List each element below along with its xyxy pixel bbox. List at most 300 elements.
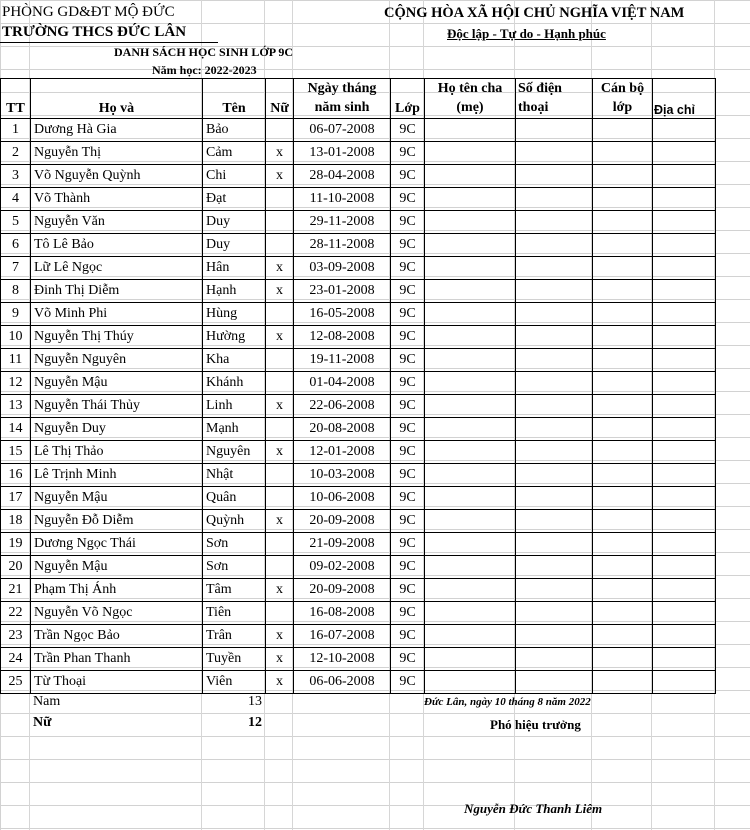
student-firstname-cell[interactable]: Cảm <box>203 142 266 165</box>
student-parent-cell[interactable] <box>425 487 516 510</box>
student-dob-cell[interactable]: 03-09-2008 <box>294 257 391 280</box>
column-header-female[interactable]: Nữ <box>266 79 294 119</box>
table-row <box>1 119 716 142</box>
student-dob-cell[interactable]: 22-06-2008 <box>294 395 391 418</box>
student-firstname-cell[interactable]: Quân <box>203 487 266 510</box>
student-class-cell[interactable]: 9C <box>391 648 425 671</box>
table-row <box>1 326 716 349</box>
student-address-cell[interactable] <box>653 671 716 694</box>
student-parent-cell[interactable] <box>425 280 516 303</box>
student-phone-cell[interactable] <box>516 188 593 211</box>
student-class-cell[interactable]: 9C <box>391 165 425 188</box>
student-phone-cell[interactable] <box>516 395 593 418</box>
student-tt-cell[interactable]: 10 <box>1 326 31 349</box>
student-lastname-cell[interactable]: Nguyễn Nguyên <box>31 349 203 372</box>
student-parent-cell[interactable] <box>425 418 516 441</box>
student-lastname-cell[interactable]: Lê Thị Thảo <box>31 441 203 464</box>
table-row <box>1 648 716 671</box>
student-phone-cell[interactable] <box>516 602 593 625</box>
student-parent-cell[interactable] <box>425 648 516 671</box>
student-class-cell[interactable]: 9C <box>391 257 425 280</box>
student-officer-cell[interactable] <box>593 510 653 533</box>
student-parent-cell[interactable] <box>425 326 516 349</box>
signature-role: Phó hiệu trưởng <box>490 717 581 732</box>
student-dob-cell[interactable]: 16-08-2008 <box>294 602 391 625</box>
student-officer-cell[interactable] <box>593 487 653 510</box>
student-class-cell[interactable]: 9C <box>391 280 425 303</box>
student-phone-cell[interactable] <box>516 418 593 441</box>
female-label: Nữ <box>33 715 52 730</box>
table-row <box>1 533 716 556</box>
student-phone-cell[interactable] <box>516 464 593 487</box>
student-address-cell[interactable] <box>653 648 716 671</box>
student-officer-cell[interactable] <box>593 119 653 142</box>
student-class-cell[interactable]: 9C <box>391 418 425 441</box>
student-firstname-cell[interactable]: Hân <box>203 257 266 280</box>
student-dob-cell[interactable]: 12-10-2008 <box>294 648 391 671</box>
student-female-cell[interactable] <box>266 234 294 257</box>
student-firstname-cell[interactable]: Sơn <box>203 533 266 556</box>
student-lastname-cell[interactable]: Dương Ngọc Thái <box>31 533 203 556</box>
student-lastname-cell[interactable]: Nguyễn Võ Ngọc <box>31 602 203 625</box>
student-dob-cell[interactable]: 13-01-2008 <box>294 142 391 165</box>
school-year: Năm học: 2022-2023 <box>152 63 257 77</box>
student-firstname-cell[interactable]: Viên <box>203 671 266 694</box>
student-lastname-cell[interactable]: Trần Ngọc Bảo <box>31 625 203 648</box>
student-lastname-cell[interactable]: Đinh Thị Diễm <box>31 280 203 303</box>
student-officer-cell[interactable] <box>593 165 653 188</box>
student-female-cell[interactable] <box>266 533 294 556</box>
table-row <box>1 142 716 165</box>
student-class-cell[interactable]: 9C <box>391 326 425 349</box>
student-officer-cell[interactable] <box>593 602 653 625</box>
student-parent-cell[interactable] <box>425 165 516 188</box>
student-firstname-cell[interactable]: Linh <box>203 395 266 418</box>
student-phone-cell[interactable] <box>516 326 593 349</box>
student-address-cell[interactable] <box>653 165 716 188</box>
student-parent-cell[interactable] <box>425 556 516 579</box>
student-dob-cell[interactable]: 10-06-2008 <box>294 487 391 510</box>
column-header-phone-line2: thoại <box>518 100 549 115</box>
table-row <box>1 510 716 533</box>
student-female-cell[interactable] <box>266 119 294 142</box>
student-address-cell[interactable] <box>653 395 716 418</box>
student-address-cell[interactable] <box>653 602 716 625</box>
republic-title: CỘNG HÒA XÃ HỘI CHỦ NGHĨA VIỆT NAM <box>384 5 685 21</box>
department-name: PHÒNG GD&ĐT MỘ ĐỨC <box>2 4 175 20</box>
table-row <box>1 303 716 326</box>
student-address-cell[interactable] <box>653 556 716 579</box>
student-class-cell[interactable]: 9C <box>391 303 425 326</box>
student-class-cell[interactable]: 9C <box>391 349 425 372</box>
male-label: Nam <box>33 694 61 709</box>
table-row <box>1 418 716 441</box>
student-female-cell[interactable]: x <box>266 142 294 165</box>
student-phone-cell[interactable] <box>516 625 593 648</box>
student-class-cell[interactable]: 9C <box>391 579 425 602</box>
student-dob-cell[interactable]: 20-09-2008 <box>294 510 391 533</box>
student-dob-cell[interactable]: 10-03-2008 <box>294 464 391 487</box>
student-female-cell[interactable]: x <box>266 625 294 648</box>
student-parent-cell[interactable] <box>425 303 516 326</box>
student-parent-cell[interactable] <box>425 579 516 602</box>
student-female-cell[interactable]: x <box>266 395 294 418</box>
student-class-cell[interactable]: 9C <box>391 602 425 625</box>
student-officer-cell[interactable] <box>593 556 653 579</box>
table-row <box>1 487 716 510</box>
student-phone-cell[interactable] <box>516 579 593 602</box>
student-firstname-cell[interactable]: Bảo <box>203 119 266 142</box>
student-phone-cell[interactable] <box>516 349 593 372</box>
student-tt-cell[interactable]: 22 <box>1 602 31 625</box>
student-officer-cell[interactable] <box>593 280 653 303</box>
student-officer-cell[interactable] <box>593 441 653 464</box>
table-row <box>1 464 716 487</box>
student-lastname-cell[interactable]: Dương Hà Gia <box>31 119 203 142</box>
student-female-cell[interactable]: x <box>266 165 294 188</box>
student-parent-cell[interactable] <box>425 625 516 648</box>
table-row <box>1 579 716 602</box>
student-tt-cell[interactable]: 7 <box>1 257 31 280</box>
student-tt-cell[interactable]: 21 <box>1 579 31 602</box>
student-dob-cell[interactable]: 11-10-2008 <box>294 188 391 211</box>
national-motto: Độc lập - Tự do - Hạnh phúc <box>447 26 606 41</box>
student-class-cell[interactable]: 9C <box>391 671 425 694</box>
student-lastname-cell[interactable]: Nguyễn Thị <box>31 142 203 165</box>
student-dob-cell[interactable]: 12-08-2008 <box>294 326 391 349</box>
student-phone-cell[interactable] <box>516 556 593 579</box>
student-tt-cell[interactable]: 5 <box>1 211 31 234</box>
student-address-cell[interactable] <box>653 326 716 349</box>
student-tt-cell[interactable]: 18 <box>1 510 31 533</box>
student-dob-cell[interactable]: 16-07-2008 <box>294 625 391 648</box>
student-parent-cell[interactable] <box>425 142 516 165</box>
student-address-cell[interactable] <box>653 349 716 372</box>
student-officer-cell[interactable] <box>593 303 653 326</box>
student-firstname-cell[interactable]: Khánh <box>203 372 266 395</box>
table-row <box>1 188 716 211</box>
student-dob-cell[interactable]: 16-05-2008 <box>294 303 391 326</box>
school-name: TRƯỜNG THCS ĐỨC LÂN <box>2 24 187 40</box>
student-female-cell[interactable] <box>266 349 294 372</box>
student-firstname-cell[interactable]: Chi <box>203 165 266 188</box>
column-header-dob[interactable] <box>294 79 391 119</box>
student-lastname-cell[interactable]: Nguyễn Thái Thủy <box>31 395 203 418</box>
student-parent-cell[interactable] <box>425 510 516 533</box>
student-lastname-cell[interactable]: Võ Nguyễn Quỳnh <box>31 165 203 188</box>
student-class-cell[interactable]: 9C <box>391 487 425 510</box>
student-tt-cell[interactable]: 3 <box>1 165 31 188</box>
student-dob-cell[interactable]: 19-11-2008 <box>294 349 391 372</box>
student-address-cell[interactable] <box>653 119 716 142</box>
student-female-cell[interactable]: x <box>266 441 294 464</box>
student-class-cell[interactable]: 9C <box>391 142 425 165</box>
student-lastname-cell[interactable]: Võ Thành <box>31 188 203 211</box>
column-header-dob-line1: Ngày tháng <box>307 81 377 96</box>
student-lastname-cell[interactable]: Lữ Lê Ngọc <box>31 257 203 280</box>
student-dob-cell[interactable]: 01-04-2008 <box>294 372 391 395</box>
student-officer-cell[interactable] <box>593 188 653 211</box>
student-lastname-cell[interactable]: Nguyễn Thị Thúy <box>31 326 203 349</box>
student-address-cell[interactable] <box>653 372 716 395</box>
student-officer-cell[interactable] <box>593 395 653 418</box>
student-tt-cell[interactable]: 25 <box>1 671 31 694</box>
student-parent-cell[interactable] <box>425 602 516 625</box>
student-tt-cell[interactable]: 14 <box>1 418 31 441</box>
student-officer-cell[interactable] <box>593 625 653 648</box>
column-header-officer-line1: Cán bộ <box>600 81 645 96</box>
student-address-cell[interactable] <box>653 487 716 510</box>
table-row <box>1 280 716 303</box>
student-officer-cell[interactable] <box>593 349 653 372</box>
student-dob-cell[interactable]: 12-01-2008 <box>294 441 391 464</box>
student-firstname-cell[interactable]: Quỳnh <box>203 510 266 533</box>
column-header-lastname[interactable]: Họ và <box>31 79 203 119</box>
student-phone-cell[interactable] <box>516 510 593 533</box>
table-row <box>1 257 716 280</box>
student-address-cell[interactable] <box>653 142 716 165</box>
student-class-cell[interactable]: 9C <box>391 510 425 533</box>
student-parent-cell[interactable] <box>425 257 516 280</box>
student-female-cell[interactable] <box>266 487 294 510</box>
student-officer-cell[interactable] <box>593 418 653 441</box>
student-female-cell[interactable] <box>266 372 294 395</box>
student-firstname-cell[interactable]: Đạt <box>203 188 266 211</box>
student-lastname-cell[interactable]: Phạm Thị Ánh <box>31 579 203 602</box>
table-header-row <box>1 79 716 119</box>
student-address-cell[interactable] <box>653 579 716 602</box>
student-firstname-cell[interactable]: Sơn <box>203 556 266 579</box>
student-class-cell[interactable]: 9C <box>391 533 425 556</box>
student-lastname-cell[interactable]: Nguyễn Mậu <box>31 372 203 395</box>
student-phone-cell[interactable] <box>516 441 593 464</box>
student-dob-cell[interactable]: 29-11-2008 <box>294 211 391 234</box>
student-address-cell[interactable] <box>653 303 716 326</box>
student-officer-cell[interactable] <box>593 326 653 349</box>
student-phone-cell[interactable] <box>516 165 593 188</box>
female-count[interactable]: 12 <box>248 715 262 730</box>
student-tt-cell[interactable]: 8 <box>1 280 31 303</box>
student-address-cell[interactable] <box>653 625 716 648</box>
student-parent-cell[interactable] <box>425 441 516 464</box>
student-lastname-cell[interactable]: Nguyễn Mậu <box>31 487 203 510</box>
student-lastname-cell[interactable]: Trần Phan Thanh <box>31 648 203 671</box>
student-parent-cell[interactable] <box>425 533 516 556</box>
student-phone-cell[interactable] <box>516 280 593 303</box>
student-phone-cell[interactable] <box>516 119 593 142</box>
column-header-officer[interactable] <box>593 79 653 119</box>
column-header-firstname[interactable]: Tên <box>203 79 266 119</box>
student-class-cell[interactable]: 9C <box>391 211 425 234</box>
student-phone-cell[interactable] <box>516 671 593 694</box>
student-dob-cell[interactable]: 20-08-2008 <box>294 418 391 441</box>
student-address-cell[interactable] <box>653 234 716 257</box>
student-class-cell[interactable]: 9C <box>391 395 425 418</box>
student-dob-cell[interactable]: 23-01-2008 <box>294 280 391 303</box>
student-firstname-cell[interactable]: Nguyên <box>203 441 266 464</box>
student-parent-cell[interactable] <box>425 372 516 395</box>
student-tt-cell[interactable]: 12 <box>1 372 31 395</box>
student-officer-cell[interactable] <box>593 671 653 694</box>
column-header-parent[interactable] <box>425 79 516 119</box>
student-tt-cell[interactable]: 9 <box>1 303 31 326</box>
student-firstname-cell[interactable]: Hạnh <box>203 280 266 303</box>
student-dob-cell[interactable]: 21-09-2008 <box>294 533 391 556</box>
student-officer-cell[interactable] <box>593 211 653 234</box>
table-row <box>1 625 716 648</box>
table-row <box>1 395 716 418</box>
student-phone-cell[interactable] <box>516 211 593 234</box>
student-class-cell[interactable]: 9C <box>391 119 425 142</box>
student-parent-cell[interactable] <box>425 211 516 234</box>
table-row <box>1 556 716 579</box>
student-class-cell[interactable]: 9C <box>391 188 425 211</box>
student-lastname-cell[interactable]: Tô Lê Bảo <box>31 234 203 257</box>
student-female-cell[interactable]: x <box>266 280 294 303</box>
student-tt-cell[interactable]: 13 <box>1 395 31 418</box>
student-phone-cell[interactable] <box>516 142 593 165</box>
student-class-cell[interactable]: 9C <box>391 556 425 579</box>
student-lastname-cell[interactable]: Nguyễn Văn <box>31 211 203 234</box>
student-female-cell[interactable]: x <box>266 579 294 602</box>
student-officer-cell[interactable] <box>593 533 653 556</box>
student-officer-cell[interactable] <box>593 648 653 671</box>
table-row <box>1 671 716 694</box>
student-parent-cell[interactable] <box>425 464 516 487</box>
student-dob-cell[interactable]: 28-11-2008 <box>294 234 391 257</box>
student-firstname-cell[interactable]: Mạnh <box>203 418 266 441</box>
student-tt-cell[interactable]: 1 <box>1 119 31 142</box>
student-firstname-cell[interactable]: Tiên <box>203 602 266 625</box>
student-class-cell[interactable]: 9C <box>391 441 425 464</box>
student-tt-cell[interactable]: 6 <box>1 234 31 257</box>
student-female-cell[interactable]: x <box>266 671 294 694</box>
student-class-cell[interactable]: 9C <box>391 464 425 487</box>
column-header-dob-line2: năm sinh <box>314 100 370 115</box>
student-address-cell[interactable] <box>653 418 716 441</box>
student-female-cell[interactable] <box>266 602 294 625</box>
student-firstname-cell[interactable]: Nhật <box>203 464 266 487</box>
student-female-cell[interactable] <box>266 188 294 211</box>
column-header-tt[interactable]: TT <box>1 79 31 119</box>
student-tt-cell[interactable]: 2 <box>1 142 31 165</box>
column-header-parent-line2: (mẹ) <box>456 100 484 115</box>
student-address-cell[interactable] <box>653 188 716 211</box>
student-dob-cell[interactable]: 09-02-2008 <box>294 556 391 579</box>
student-female-cell[interactable]: x <box>266 326 294 349</box>
student-address-cell[interactable] <box>653 257 716 280</box>
student-tt-cell[interactable]: 11 <box>1 349 31 372</box>
student-parent-cell[interactable] <box>425 188 516 211</box>
student-lastname-cell[interactable]: Nguyễn Mậu <box>31 556 203 579</box>
table-row <box>1 234 716 257</box>
student-phone-cell[interactable] <box>516 533 593 556</box>
student-firstname-cell[interactable]: Kha <box>203 349 266 372</box>
student-address-cell[interactable] <box>653 280 716 303</box>
student-officer-cell[interactable] <box>593 372 653 395</box>
student-dob-cell[interactable]: 06-07-2008 <box>294 119 391 142</box>
student-firstname-cell[interactable]: Trân <box>203 625 266 648</box>
student-firstname-cell[interactable]: Duy <box>203 234 266 257</box>
student-female-cell[interactable]: x <box>266 648 294 671</box>
student-dob-cell[interactable]: 28-04-2008 <box>294 165 391 188</box>
student-firstname-cell[interactable]: Duy <box>203 211 266 234</box>
student-phone-cell[interactable] <box>516 234 593 257</box>
student-lastname-cell[interactable]: Nguyễn Đỗ Diễm <box>31 510 203 533</box>
student-lastname-cell[interactable]: Từ Thoại <box>31 671 203 694</box>
male-count[interactable]: 13 <box>248 694 262 709</box>
student-firstname-cell[interactable]: Tuyền <box>203 648 266 671</box>
column-header-address[interactable]: Địa chỉ <box>653 79 716 119</box>
student-address-cell[interactable] <box>653 464 716 487</box>
document-title: DANH SÁCH HỌC SINH LỚP 9C <box>114 45 294 59</box>
student-address-cell[interactable] <box>653 510 716 533</box>
student-parent-cell[interactable] <box>425 234 516 257</box>
student-lastname-cell[interactable]: Nguyễn Duy <box>31 418 203 441</box>
column-header-phone[interactable] <box>516 79 593 119</box>
student-female-cell[interactable] <box>266 464 294 487</box>
student-tt-cell[interactable]: 17 <box>1 487 31 510</box>
student-phone-cell[interactable] <box>516 303 593 326</box>
student-female-cell[interactable] <box>266 303 294 326</box>
table-row <box>1 441 716 464</box>
student-firstname-cell[interactable]: Hùng <box>203 303 266 326</box>
student-officer-cell[interactable] <box>593 142 653 165</box>
student-female-cell[interactable]: x <box>266 510 294 533</box>
student-parent-cell[interactable] <box>425 119 516 142</box>
student-parent-cell[interactable] <box>425 671 516 694</box>
student-class-cell[interactable]: 9C <box>391 625 425 648</box>
student-officer-cell[interactable] <box>593 257 653 280</box>
student-tt-cell[interactable]: 19 <box>1 533 31 556</box>
student-tt-cell[interactable]: 15 <box>1 441 31 464</box>
student-female-cell[interactable] <box>266 556 294 579</box>
student-class-cell[interactable]: 9C <box>391 372 425 395</box>
student-tt-cell[interactable]: 23 <box>1 625 31 648</box>
student-firstname-cell[interactable]: Tâm <box>203 579 266 602</box>
student-dob-cell[interactable]: 06-06-2008 <box>294 671 391 694</box>
student-female-cell[interactable] <box>266 418 294 441</box>
student-parent-cell[interactable] <box>425 349 516 372</box>
column-header-class[interactable]: Lớp <box>391 79 425 119</box>
column-header-phone-line1: Số điện <box>518 81 562 96</box>
student-lastname-cell[interactable]: Võ Minh Phi <box>31 303 203 326</box>
signature-date: Đức Lân, ngày 10 tháng 8 năm 2022 <box>424 696 591 708</box>
student-tt-cell[interactable]: 16 <box>1 464 31 487</box>
student-tt-cell[interactable]: 20 <box>1 556 31 579</box>
student-class-cell[interactable]: 9C <box>391 234 425 257</box>
student-officer-cell[interactable] <box>593 234 653 257</box>
student-table <box>0 78 716 694</box>
student-dob-cell[interactable]: 20-09-2008 <box>294 579 391 602</box>
student-address-cell[interactable] <box>653 211 716 234</box>
student-lastname-cell[interactable]: Lê Trịnh Minh <box>31 464 203 487</box>
student-tt-cell[interactable]: 4 <box>1 188 31 211</box>
student-officer-cell[interactable] <box>593 464 653 487</box>
student-phone-cell[interactable] <box>516 372 593 395</box>
student-female-cell[interactable] <box>266 211 294 234</box>
student-tt-cell[interactable]: 24 <box>1 648 31 671</box>
student-address-cell[interactable] <box>653 441 716 464</box>
student-phone-cell[interactable] <box>516 648 593 671</box>
student-female-cell[interactable]: x <box>266 257 294 280</box>
student-phone-cell[interactable] <box>516 257 593 280</box>
student-firstname-cell[interactable]: Hường <box>203 326 266 349</box>
student-phone-cell[interactable] <box>516 487 593 510</box>
student-parent-cell[interactable] <box>425 395 516 418</box>
student-address-cell[interactable] <box>653 533 716 556</box>
student-officer-cell[interactable] <box>593 579 653 602</box>
